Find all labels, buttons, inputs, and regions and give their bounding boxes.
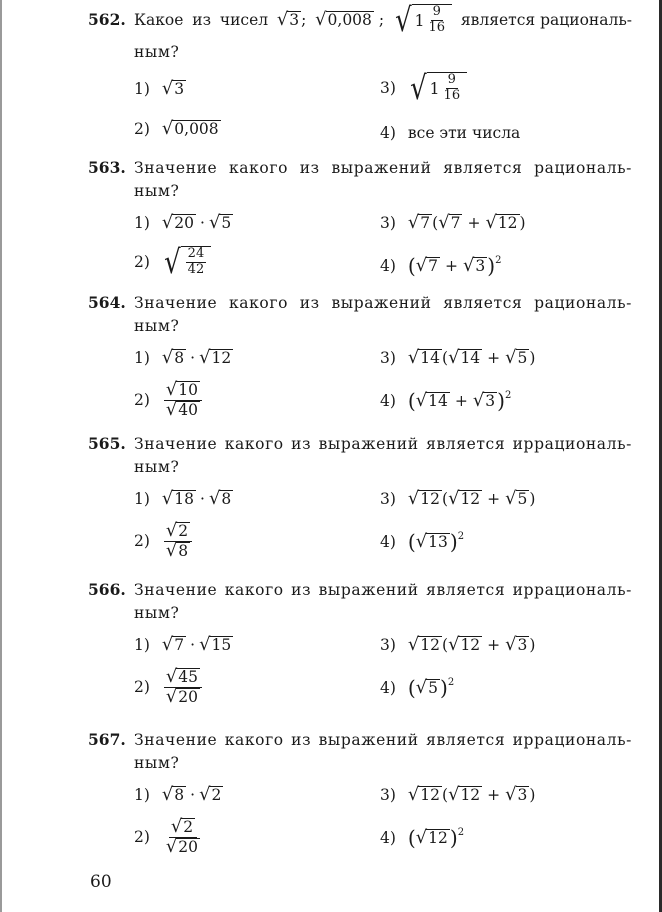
question-continuation: ным? — [134, 604, 180, 622]
option-4[interactable]: 4) ( √ 5 ) 2 — [380, 676, 455, 700]
question-continuation: ным? — [134, 43, 180, 61]
question-text: Значение какого из выражений является рациональ- — [134, 159, 632, 177]
question-line — [88, 293, 632, 312]
option-2[interactable]: 2) √ 2 √ 8 — [134, 522, 194, 561]
question-text: Значение какого из выражений является иррациональ- — [134, 581, 632, 599]
option-2[interactable]: 2) √ 2 √ 20 — [134, 816, 199, 857]
problem-number: 562. — [88, 10, 126, 30]
problem-number: 563. — [88, 158, 126, 177]
option-2[interactable]: 2) √ 0,008 — [134, 118, 219, 139]
option-3[interactable]: 3) √ 12 ( √ 12 + √ 3 ) — [380, 784, 536, 805]
option-1[interactable]: 1) √ 18 · √ 8 — [134, 488, 232, 509]
option-1[interactable]: 1) √ 8 · √ 12 — [134, 347, 232, 368]
option-3[interactable]: 3) √ 12 ( √ 12 + √ 3 ) — [380, 634, 536, 655]
option-4[interactable]: 4) все эти числа — [380, 124, 521, 142]
question-line — [88, 580, 632, 599]
question-continuation: ным? — [134, 317, 180, 335]
problem-number: 565. — [88, 434, 126, 453]
option-4[interactable]: 4) ( √ 12 ) 2 — [380, 826, 465, 850]
option-1[interactable]: 1) √ 7 · √ 15 — [134, 634, 232, 655]
option-3[interactable]: 3) √ 1 $\frac{9}{16}$ — [380, 72, 467, 105]
number-sqrt-mixed: √ 1 $\frac{9}{16}$ — [393, 4, 452, 37]
option-3[interactable]: 3) √ 7 ( √ 7 + √ 12 ) — [380, 212, 526, 233]
question-line — [88, 1, 632, 39]
question-continuation: ным? — [134, 754, 180, 772]
question-line — [88, 158, 632, 177]
question-line — [88, 730, 632, 749]
page-edge-left — [0, 0, 2, 912]
option-2[interactable]: 2) √ $\frac{24}{42}$ — [134, 246, 211, 279]
option-4[interactable]: 4) ( √ 14 + √ 3 ) 2 — [380, 389, 512, 413]
question-line — [88, 434, 632, 453]
question-text: Какое из чисел √ 3 ; √ 0,008 ; √ 1 $\frac{9}{16}$ является рациональ- — [134, 1, 632, 39]
question-continuation: ным? — [134, 458, 180, 476]
page-number: 60 — [90, 872, 112, 892]
option-2[interactable]: 2) √ 45 √ 20 — [134, 668, 204, 707]
option-4[interactable]: 4) ( √ 7 + √ 3 ) 2 — [380, 254, 502, 278]
question-text: Значение какого из выражений является иррациональ- — [134, 435, 632, 453]
question-continuation: ным? — [134, 182, 180, 200]
option-1[interactable]: 1) √ 20 · √ 5 — [134, 212, 232, 233]
option-1[interactable]: 1) √ 3 — [134, 78, 185, 99]
option-2[interactable]: 2) √ 10 √ 40 — [134, 381, 204, 420]
question-text: Значение какого из выражений является иррациональ- — [134, 731, 632, 749]
option-3[interactable]: 3) √ 12 ( √ 12 + √ 5 ) — [380, 488, 536, 509]
problem-number: 564. — [88, 293, 126, 312]
question-text: Значение какого из выражений является рациональ- — [134, 294, 632, 312]
option-1[interactable]: 1) √ 8 · √ 2 — [134, 784, 222, 805]
option-4[interactable]: 4) ( √ 13 ) 2 — [380, 530, 465, 554]
option-3[interactable]: 3) √ 14 ( √ 14 + √ 5 ) — [380, 347, 536, 368]
number-sqrt-0008: √ 0,008 ; — [315, 8, 385, 30]
number-sqrt-3: √ 3 ; — [276, 8, 307, 30]
problem-number: 566. — [88, 580, 126, 599]
problem-number: 567. — [88, 730, 126, 749]
